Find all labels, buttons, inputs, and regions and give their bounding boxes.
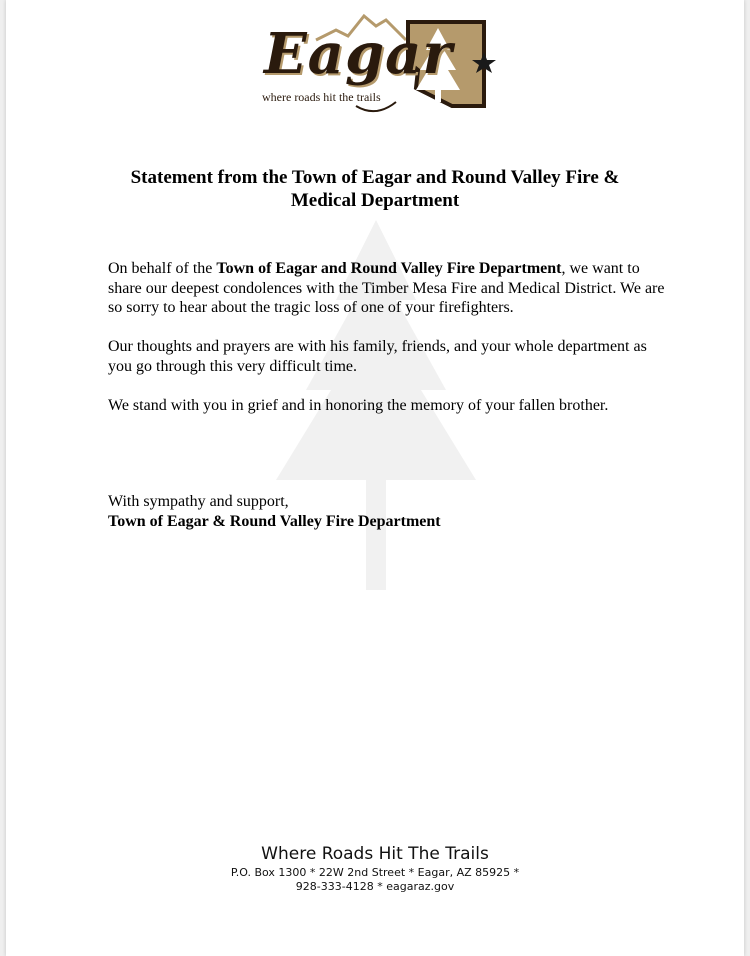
letter-footer xyxy=(6,842,744,894)
eagar-logo xyxy=(256,10,506,122)
logo-wordmark: Eagar xyxy=(264,21,453,87)
paragraph-1-rest: , we want to share our deepest condolences with the Timber Mesa Fire and Medical District. We are so sorry to hear about the tragic loss of one of your firefighters. xyxy=(108,260,665,316)
statement-title xyxy=(66,166,684,212)
closing-line: With sympathy and support, xyxy=(108,493,289,510)
paragraph-1-prefix: On behalf of the xyxy=(108,260,217,277)
letter-page xyxy=(6,0,744,956)
footer-contact: 928-333-4128 * eagaraz.gov xyxy=(295,880,455,893)
title-line-2: Medical Department xyxy=(290,190,460,211)
letter-body xyxy=(108,259,668,435)
paragraph-2: Our thoughts and prayers are with his family, friends, and your whole department as you go through this very difficult time. xyxy=(108,338,647,375)
signature: Town of Eagar & Round Valley Fire Department xyxy=(108,513,441,530)
paragraph-3: We stand with you in grief and in honoring the memory of your fallen brother. xyxy=(108,396,609,414)
paragraph-1-bold: Town of Eagar and Round Valley Fire Department xyxy=(216,260,562,277)
title-line-1: Statement from the Town of Eagar and Round Valley Fire & xyxy=(130,167,620,188)
footer-slogan: Where Roads Hit The Trails xyxy=(261,844,489,864)
closing-block xyxy=(108,492,441,532)
logo-tagline: where roads hit the trails xyxy=(262,90,381,104)
paragraph-1 xyxy=(108,259,668,318)
footer-address: P.O. Box 1300 * 22W 2nd Street * Eagar, AZ 85925 * xyxy=(230,866,520,879)
